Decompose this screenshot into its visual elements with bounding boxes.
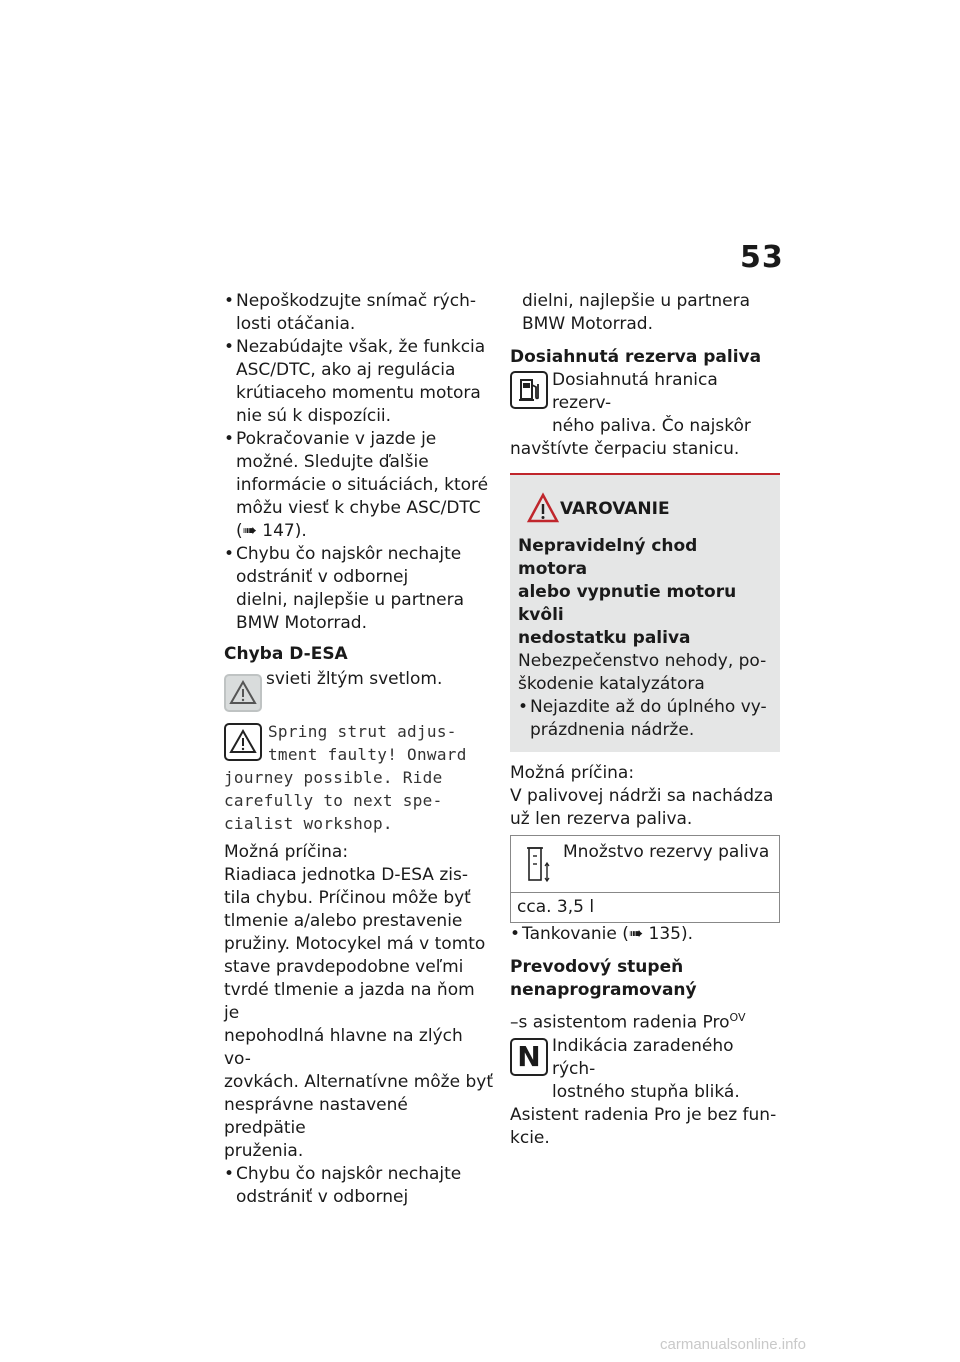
list-item: • Nepoškodzujte snímač rých- losti otáčania. (224, 290, 494, 336)
watermark-footer: carmanualsonline.info (660, 1336, 806, 1353)
list-item: • Chybu čo najskôr nechajte odstrániť v odbornej dielni, najlepšie u partnera BMW Motorrad. (224, 543, 494, 635)
cross-reference-link[interactable]: • Tankovanie (➠ 135). (522, 924, 694, 944)
warning-box: VAROVANIE Nepravidelný chod motora alebo vypnutie motoru kvôli nedostatku paliva Nebezpečenstvo nehody, po- škodenie katalyzátora • Nejazdite až do úplného vy- prázdnenia nádrže. (510, 473, 780, 752)
section-heading-gear: Prevodový stupeň nenaprogramovaný (510, 957, 697, 1000)
warning-triangle-icon (224, 723, 262, 761)
display-message: Spring strut adjus- tment faulty! Onward journey possible. Ride carefully to next spe- cialist workshop. (224, 722, 467, 833)
gear-row: N Indikácia zaradeného rých- lostného stupňa bliká. Asistent radenia Pro je bez fun- kcie. (510, 1035, 777, 1148)
list-item (510, 923, 780, 946)
list-item: • Pokračovanie v jazde je možné. Sledujte ďalšie informácie o situáciách, ktoré môžu viesť k chybe ASC/DTC (➠ 147). (224, 428, 494, 543)
section-heading-desa: Chyba D-ESA (224, 644, 348, 664)
table-header-row (511, 836, 779, 893)
bullet-list-1 (224, 290, 494, 635)
table-header: Množstvo rezervy paliva (563, 842, 770, 862)
warning-header (518, 489, 770, 529)
list-item: • Nezabúdajte však, že funkcia ASC/DTC, ako aj regulácia krútiaceho momentu motora nie sú k dispozícii. (224, 336, 494, 428)
warning-bold-text: Nepravidelný chod motora alebo vypnutie motoru kvôli nedostatku paliva (518, 536, 737, 648)
warning-triangle-grey-icon (224, 674, 262, 712)
option-superscript: OV (729, 1011, 746, 1024)
lamp-row (224, 668, 494, 712)
gear-indicator-icon: N (510, 1038, 548, 1076)
warning-red-triangle-icon (526, 491, 560, 525)
cause-text: Riadiaca jednotka D-ESA zis- tila chybu. Príčinou môže byť tlmenie a/alebo prestavenie pružiny. Motocykel má v tomto stave pravdepodobne veľmi tvrdé tlmenie a jazda na ňom je nepohodlná hlavne na zlých vo- zovkách. Alternatívne môže byť nesprávne nastavené predpätie pruženia. (224, 865, 493, 1161)
warning-title: VAROVANIE (560, 499, 670, 519)
cause-label: Možná príčina: (510, 763, 635, 783)
assistant-line: –s asistentom radenia Pro$^{OV}$ (510, 1011, 746, 1033)
section-heading-fuel-reserve: Dosiahnutá rezerva paliva (510, 347, 762, 367)
lamp-text: svieti žltým svetlom. (266, 669, 443, 689)
table-value: cca. 3,5 l (517, 897, 595, 917)
left-column (224, 290, 494, 1209)
cross-reference-link[interactable]: (➠ 147). (236, 521, 307, 541)
page-number: 53 (740, 240, 784, 275)
list-item: • Nejazdite až do úplného vy- prázdnenia nádrže. (518, 696, 770, 742)
fuel-pump-icon (510, 371, 548, 409)
list-item: • Chybu čo najskôr nechajte odstrániť v odbornej (224, 1163, 494, 1209)
fuel-reserve-table (510, 835, 780, 923)
cause-label: Možná príčina: (224, 842, 349, 862)
fuel-row: Dosiahnutá hranica rezerv- ného paliva. Čo najskôr navštívte čerpaciu stanicu. (510, 370, 751, 459)
right-column: dielni, najlepšie u partnera BMW Motorrad. Dosiahnutá rezerva paliva Dosiahnutá hranica rezerv- ného paliva. Čo najskôr navštívte čerpaciu stanicu. VAROVANIE Nepravidelný chod motora alebo vypnutie motoru kvôli nedostatku paliva Nebezpečenstvo nehody, po- škodenie katalyzátora • Nejazdite až do úplného vy- prázdnenia nádrže. Možná príčina: V palivovej nádrži sa nachádza už len rezerva paliva. Množstvo rezervy paliva cca. 3,5 l • Tankovanie (➠ 135). Prevodový stupeň nenaprogramovaný –s asistentom radenia Pro$^{OV}$ N Indikácia zaradeného rých- lostného stupňa bliká. Asistent radenia Pro je bez fun- kcie. (510, 290, 780, 1150)
fuel-tank-gauge-icon (523, 842, 553, 886)
